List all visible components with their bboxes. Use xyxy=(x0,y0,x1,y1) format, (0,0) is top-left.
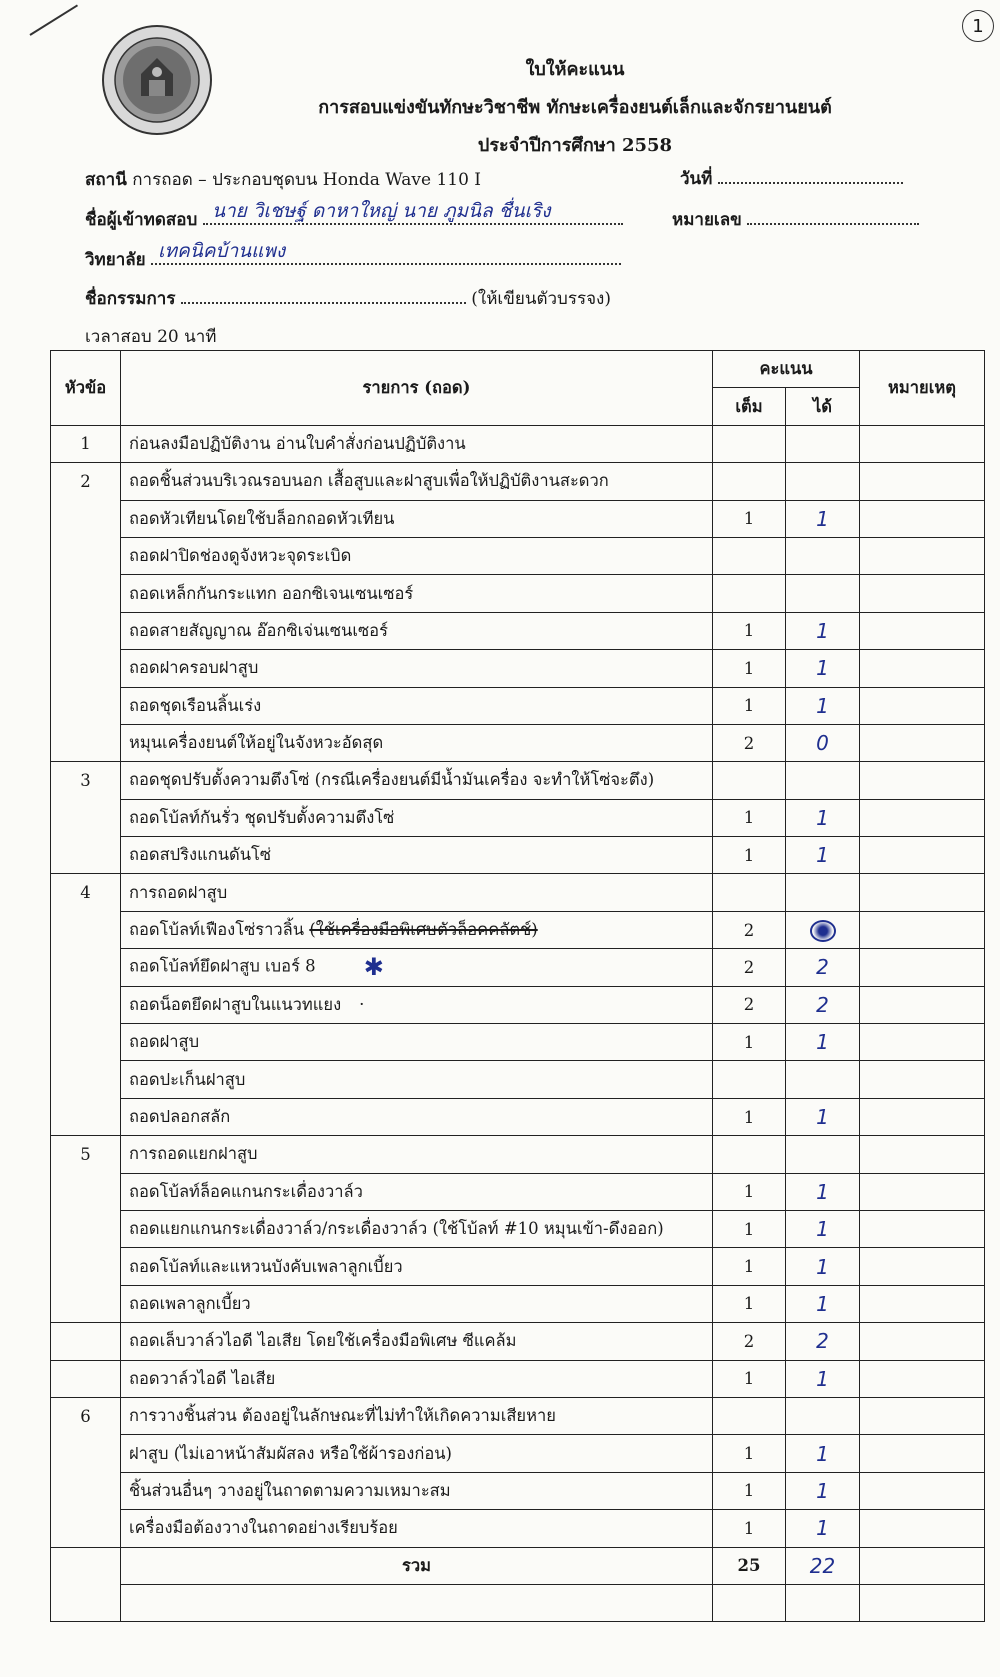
full-score: 1 xyxy=(713,687,786,724)
note-cell xyxy=(860,1098,985,1135)
topic-number xyxy=(51,1435,121,1472)
item-text: ถอดเหล็กกันกระแทก ออกซิเจนเซนเซอร์ xyxy=(121,575,713,612)
item-text: การถอดฝาสูบ xyxy=(121,874,713,911)
item-text: ถอดฝาสูบ xyxy=(121,1024,713,1061)
station-value: การถอด – ประกอบชุดบน Honda Wave 110 I xyxy=(132,170,482,190)
topic-number xyxy=(51,799,121,836)
number-label: หมายเลข xyxy=(672,210,742,230)
topic-number: 6 xyxy=(51,1397,121,1434)
got-score: 1 xyxy=(786,612,860,649)
note-cell xyxy=(860,1285,985,1322)
table-row xyxy=(51,799,985,836)
item-text xyxy=(121,986,713,1023)
item-text: ถอดชุดปรับตั้งความตึงโซ่ (กรณีเครื่องยนต์มีน้ำมันเครื่อง จะทำให้โซ่จะตึง) xyxy=(121,762,713,799)
full-score xyxy=(713,575,786,612)
item-text: การถอดแยกฝาสูบ xyxy=(121,1136,713,1173)
topic-number xyxy=(51,687,121,724)
item-text: ถอดโบ้ลท์กันรั่ว ชุดปรับตั้งความตึงโซ่ xyxy=(121,799,713,836)
item-text: ถอดสปริงแกนดันโซ่ xyxy=(121,837,713,874)
item-text: ถอดฝาครอบฝาสูบ xyxy=(121,650,713,687)
table-row xyxy=(51,1360,985,1397)
note-cell xyxy=(860,724,985,761)
got-score: 1 xyxy=(786,1173,860,1210)
table-row xyxy=(51,1061,985,1098)
note-cell xyxy=(860,575,985,612)
topic-number: 4 xyxy=(51,874,121,911)
got-score: 1 xyxy=(786,799,860,836)
date-blank[interactable] xyxy=(718,164,903,184)
topic-number xyxy=(51,1173,121,1210)
examinee-label: ชื่อผู้เข้าทดสอบ xyxy=(85,210,198,230)
topic-number xyxy=(51,724,121,761)
item-text: ถอดปลอกสลัก xyxy=(121,1098,713,1135)
got-score: 2 xyxy=(786,1323,860,1360)
got-score: 1 xyxy=(786,687,860,724)
got-score: 0 xyxy=(786,724,860,761)
topic-number xyxy=(51,911,121,948)
topic-number xyxy=(51,612,121,649)
table-row xyxy=(51,1435,985,1472)
table-row xyxy=(51,724,985,761)
table-row xyxy=(51,687,985,724)
full-score: 1 xyxy=(713,1435,786,1472)
full-score xyxy=(713,1397,786,1434)
got-score: 1 xyxy=(786,837,860,874)
table-row xyxy=(51,911,985,948)
table-row xyxy=(51,1173,985,1210)
got-score xyxy=(786,911,860,948)
note-cell xyxy=(860,1323,985,1360)
item-text: ถอดโบ้ลท์และแหวนบังคับเพลาลูกเบี้ยว xyxy=(121,1248,713,1285)
note-cell xyxy=(860,1360,985,1397)
note-cell xyxy=(860,949,985,986)
full-score: 1 xyxy=(713,1510,786,1547)
table-row xyxy=(51,1510,985,1547)
got-score: 1 xyxy=(786,650,860,687)
full-score: 1 xyxy=(713,1360,786,1397)
got-score xyxy=(786,762,860,799)
full-score xyxy=(713,874,786,911)
note-cell xyxy=(860,1397,985,1434)
blank-cell xyxy=(713,1584,786,1621)
got-score: 1 xyxy=(786,1435,860,1472)
college-handwritten: เทคนิคบ้านแพง xyxy=(158,240,286,262)
pen-slash-mark xyxy=(29,4,78,35)
struck-text: (ใช้เครื่องมือพิเศษตัวล็อคคลัตช์) xyxy=(309,920,538,940)
note-cell xyxy=(860,425,985,462)
table-row xyxy=(51,425,985,462)
note-cell xyxy=(860,1248,985,1285)
topic-number xyxy=(51,1248,121,1285)
topic-number xyxy=(51,1024,121,1061)
header-note: หมายเหตุ xyxy=(860,351,985,426)
table-row xyxy=(51,1397,985,1434)
table-row xyxy=(51,1323,985,1360)
item-main-text: ถอดโบ้ลท์ยึดฝาสูบ เบอร์ 8 xyxy=(129,956,316,976)
table-row xyxy=(51,1136,985,1173)
note-cell xyxy=(860,1024,985,1061)
table-row xyxy=(51,650,985,687)
got-score: 1 xyxy=(786,500,860,537)
full-score xyxy=(713,1136,786,1173)
note-cell xyxy=(860,1136,985,1173)
blank-cell xyxy=(786,1584,860,1621)
stray-dot-mark: · xyxy=(359,994,365,1014)
blank-cell xyxy=(860,1584,985,1621)
got-score: 1 xyxy=(786,1098,860,1135)
full-score: 1 xyxy=(713,1024,786,1061)
item-text: ถอดเพลาลูกเบี้ยว xyxy=(121,1285,713,1322)
full-score: 1 xyxy=(713,1210,786,1247)
table-row xyxy=(51,1210,985,1247)
item-text: เครื่องมือต้องวางในถาดอย่างเรียบร้อย xyxy=(121,1510,713,1547)
note-cell xyxy=(860,762,985,799)
academic-year: ประจำปีการศึกษา 2558 xyxy=(477,135,673,156)
page-number: 1 xyxy=(962,10,994,42)
blank-cell xyxy=(121,1584,713,1621)
table-row xyxy=(51,1248,985,1285)
full-score: 1 xyxy=(713,500,786,537)
item-main-text: ถอดโบ้ลท์เฟืองโซ่ราวลิ้น xyxy=(129,920,305,940)
note-cell xyxy=(860,911,985,948)
topic-number xyxy=(51,1210,121,1247)
topic-number xyxy=(51,1098,121,1135)
topic-number xyxy=(51,500,121,537)
table-row xyxy=(51,575,985,612)
blank-cell xyxy=(51,1584,121,1621)
got-score: 2 xyxy=(786,986,860,1023)
total-got-score: 22 xyxy=(786,1547,860,1584)
judge-label: ชื่อกรรมการ xyxy=(85,289,176,309)
total-label: รวม xyxy=(121,1547,713,1584)
item-text: ถอดปะเก็นฝาสูบ xyxy=(121,1061,713,1098)
item-text: หมุนเครื่องยนต์ให้อยู่ในจังหวะอัดสุด xyxy=(121,724,713,761)
item-text: ถอดชิ้นส่วนบริเวณรอบนอก เสื้อสูบและฝาสูบเพื่อให้ปฏิบัติงานสะดวก xyxy=(121,463,713,500)
number-blank[interactable] xyxy=(747,205,919,225)
item-text: ถอดหัวเทียนโดยใช้บล็อกถอดหัวเทียน xyxy=(121,500,713,537)
full-score xyxy=(713,537,786,574)
got-score: 1 xyxy=(786,1510,860,1547)
total-full-score: 25 xyxy=(713,1547,786,1584)
topic-number xyxy=(51,537,121,574)
asterisk-mark: ✱ xyxy=(363,953,384,982)
note-cell xyxy=(860,463,985,500)
judge-field xyxy=(85,284,611,312)
got-score: 1 xyxy=(786,1472,860,1509)
full-score xyxy=(713,425,786,462)
got-score xyxy=(786,874,860,911)
table-row xyxy=(51,1024,985,1061)
topic-number xyxy=(51,837,121,874)
score-table xyxy=(50,350,985,1622)
note-cell xyxy=(860,1210,985,1247)
item-text: ถอดแยกแกนกระเดื่องวาล์ว/กระเดื่องวาล์ว (ใช้โบ้ลท์ #10 หมุนเข้า-ดึงออก) xyxy=(121,1210,713,1247)
total-topic-cell xyxy=(51,1547,121,1584)
item-text xyxy=(121,949,713,986)
item-text xyxy=(121,911,713,948)
full-score: 1 xyxy=(713,650,786,687)
topic-number xyxy=(51,650,121,687)
item-text: ฝาสูบ (ไม่เอาหน้าสัมผัสลง หรือใช้ผ้ารองก่อน) xyxy=(121,1435,713,1472)
note-cell xyxy=(860,1435,985,1472)
item-text: ถอดวาล์วไอดี ไอเสีย xyxy=(121,1360,713,1397)
full-score: 1 xyxy=(713,1285,786,1322)
table-row xyxy=(51,612,985,649)
item-text: การวางชิ้นส่วน ต้องอยู่ในลักษณะที่ไม่ทำให้เกิดความเสียหาย xyxy=(121,1397,713,1434)
topic-number: 1 xyxy=(51,425,121,462)
full-score: 2 xyxy=(713,986,786,1023)
station-label: สถานี xyxy=(85,170,127,190)
table-row xyxy=(51,1472,985,1509)
item-text: ถอดโบ้ลท์ล็อคแกนกระเดื่องวาล์ว xyxy=(121,1173,713,1210)
judge-blank[interactable] xyxy=(181,284,466,304)
topic-number xyxy=(51,1323,121,1360)
header-topic: หัวข้อ xyxy=(51,351,121,426)
topic-number xyxy=(51,1285,121,1322)
got-score: 1 xyxy=(786,1248,860,1285)
topic-number xyxy=(51,986,121,1023)
topic-number: 5 xyxy=(51,1136,121,1173)
date-field[interactable] xyxy=(680,164,903,192)
exam-time: เวลาสอบ 20 นาที xyxy=(85,327,217,347)
got-score xyxy=(786,537,860,574)
note-cell xyxy=(860,612,985,649)
table-row xyxy=(51,874,985,911)
got-score: 1 xyxy=(786,1210,860,1247)
topic-number xyxy=(51,575,121,612)
topic-number xyxy=(51,1061,121,1098)
table-row xyxy=(51,762,985,799)
got-score xyxy=(786,463,860,500)
form-title: ใบให้คะแนน xyxy=(525,59,625,80)
note-cell xyxy=(860,1510,985,1547)
full-score: 1 xyxy=(713,1472,786,1509)
table-row xyxy=(51,537,985,574)
topic-number xyxy=(51,1472,121,1509)
table-row xyxy=(51,986,985,1023)
judge-note: (ให้เขียนตัวบรรจง) xyxy=(471,289,611,309)
note-cell xyxy=(860,1472,985,1509)
full-score: 2 xyxy=(713,949,786,986)
got-score xyxy=(786,1136,860,1173)
topic-number: 3 xyxy=(51,762,121,799)
form-subtitle: การสอบแข่งขันทักษะวิชาชีพ ทักษะเครื่องยนต์เล็กและจักรยานยนต์ xyxy=(318,97,832,118)
total-row xyxy=(51,1547,985,1584)
got-score xyxy=(786,1061,860,1098)
got-score: 1 xyxy=(786,1360,860,1397)
table-row xyxy=(51,837,985,874)
got-score xyxy=(786,1397,860,1434)
college-label: วิทยาลัย xyxy=(85,250,146,270)
topic-number: 2 xyxy=(51,463,121,500)
note-cell xyxy=(860,799,985,836)
examinee-handwritten: นาย วิเชษฐ์ ดาหาใหญ่ นาย ภูมนิล ชื่นเริง xyxy=(212,200,551,222)
header-score: คะแนน xyxy=(713,351,860,388)
blank-row xyxy=(51,1584,985,1621)
note-cell xyxy=(860,687,985,724)
full-score: 1 xyxy=(713,837,786,874)
item-main-text: ถอดน็อตยึดฝาสูบในแนวทแยง xyxy=(129,994,342,1014)
table-row xyxy=(51,1285,985,1322)
item-text: ชิ้นส่วนอื่นๆ วางอยู่ในถาดตามความเหมาะสม xyxy=(121,1472,713,1509)
header-full: เต็ม xyxy=(713,388,786,425)
station-field xyxy=(85,166,481,193)
table-row xyxy=(51,949,985,986)
got-score xyxy=(786,575,860,612)
full-score xyxy=(713,1061,786,1098)
full-score xyxy=(713,762,786,799)
full-score: 2 xyxy=(713,724,786,761)
scribbled-score-mark xyxy=(810,920,836,942)
item-text: ก่อนลงมือปฏิบัติงาน อ่านใบคำสั่งก่อนปฏิบัติงาน xyxy=(121,425,713,462)
number-field[interactable] xyxy=(672,205,919,233)
note-cell xyxy=(860,650,985,687)
note-cell xyxy=(860,874,985,911)
got-score: 1 xyxy=(786,1024,860,1061)
header-got: ได้ xyxy=(786,388,860,425)
got-score: 1 xyxy=(786,1285,860,1322)
table-row xyxy=(51,463,985,500)
note-cell xyxy=(860,1061,985,1098)
item-text: ถอดฝาปิดช่องดูจังหวะจุดระเบิด xyxy=(121,537,713,574)
total-note-cell xyxy=(860,1547,985,1584)
note-cell xyxy=(860,837,985,874)
topic-number xyxy=(51,1510,121,1547)
note-cell xyxy=(860,537,985,574)
full-score: 2 xyxy=(713,1323,786,1360)
full-score xyxy=(713,463,786,500)
got-score xyxy=(786,425,860,462)
table-row xyxy=(51,500,985,537)
date-label: วันที่ xyxy=(680,169,713,189)
full-score: 1 xyxy=(713,1173,786,1210)
full-score: 1 xyxy=(713,1098,786,1135)
topic-number xyxy=(51,949,121,986)
table-row xyxy=(51,1098,985,1135)
full-score: 1 xyxy=(713,1248,786,1285)
header-item: รายการ (ถอด) xyxy=(121,351,713,426)
got-score: 2 xyxy=(786,949,860,986)
note-cell xyxy=(860,500,985,537)
full-score: 1 xyxy=(713,612,786,649)
topic-number xyxy=(51,1360,121,1397)
note-cell xyxy=(860,986,985,1023)
full-score: 1 xyxy=(713,799,786,836)
item-text: ถอดเล็บวาล์วไอดี ไอเสีย โดยใช้เครื่องมือพิเศษ ซีแคล้ม xyxy=(121,1323,713,1360)
full-score: 2 xyxy=(713,911,786,948)
item-text: ถอดสายสัญญาณ อ๊อกซิเจ่นเซนเซอร์ xyxy=(121,612,713,649)
note-cell xyxy=(860,1173,985,1210)
item-text: ถอดชุดเรือนลิ้นเร่ง xyxy=(121,687,713,724)
